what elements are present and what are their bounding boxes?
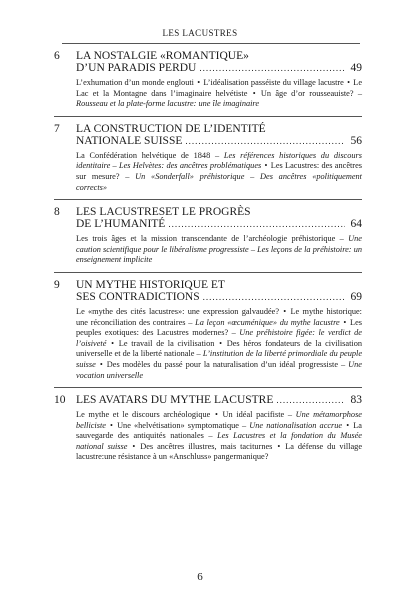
summary-text: Le mythe historique: une réconciliation des contraires – bbox=[76, 306, 362, 327]
page-reference: 69 bbox=[350, 290, 362, 303]
summary-text: Les peuples exotiques: des Lacustres modernes? – bbox=[76, 317, 362, 338]
chapter-title-line: UN MYTHE HISTORIQUE ET bbox=[76, 278, 225, 291]
chapter-title-line: LA CONSTRUCTION DE L’IDENTITÉ bbox=[76, 122, 266, 135]
summary-text: Un idéal pacifiste – bbox=[222, 410, 296, 420]
chapter-number: 7 bbox=[54, 122, 60, 135]
summary-text: Le travail de la civilisation bbox=[118, 338, 215, 348]
chapter-title bbox=[76, 279, 362, 303]
chapter-title-line: DE L’HUMANITÉ bbox=[76, 218, 166, 231]
summary-text: Des modèles du passé pour la naturalisation d’un idéal progressiste – bbox=[106, 359, 349, 369]
chapter-title-line: LES LACUSTRESET LE PROGRÈS bbox=[76, 206, 251, 219]
chapter-title bbox=[76, 394, 362, 406]
summary-italic-text: Les références historiques du discours identitaire – Les Helvètes: des ancêtres problématiques bbox=[76, 150, 362, 171]
chapter-title-line: NATIONALE SUISSE bbox=[76, 134, 183, 147]
chapter-title-line: LES AVATARS DU MYTHE LACUSTRE bbox=[76, 394, 274, 407]
toc-entry bbox=[54, 394, 362, 469]
running-head: LES LACUSTRES bbox=[162, 28, 238, 38]
chapter-number: 8 bbox=[54, 206, 60, 219]
summary-text: La sauvegarde des antiquités nationales – bbox=[76, 420, 362, 441]
chapter-summary bbox=[76, 234, 362, 266]
chapter-title bbox=[76, 206, 362, 230]
page-reference: 49 bbox=[350, 62, 362, 74]
dot-leader bbox=[168, 218, 345, 230]
toc-entry bbox=[54, 123, 362, 200]
bullet-separator: • bbox=[344, 78, 353, 87]
dot-leader bbox=[185, 135, 345, 147]
chapter-title-line: LA NOSTALGIE «ROMANTIQUE» bbox=[76, 50, 249, 62]
bullet-separator: • bbox=[107, 338, 118, 348]
toc-entry bbox=[54, 279, 362, 388]
summary-italic-text: Une nationalisation accrue bbox=[249, 420, 343, 430]
dot-leader bbox=[203, 291, 345, 303]
summary-text: Un âge d’or rousseauiste? – bbox=[260, 88, 362, 98]
summary-text: Le mythe et le discours archéologique bbox=[76, 410, 211, 420]
summary-italic-text: Une métamorphose belliciste bbox=[76, 410, 362, 430]
chapter-number: 10 bbox=[54, 394, 66, 407]
summary-italic-text: La leçon «œcuménique» du mythe lacustre bbox=[195, 317, 340, 327]
chapter-title-line: D’UN PARADIS PERDU bbox=[76, 62, 197, 74]
dot-leader bbox=[199, 62, 345, 74]
summary-italic-text: Une préhistoire figée: le verdict de l’oisiveté bbox=[76, 328, 362, 348]
chapter-summary bbox=[76, 307, 362, 381]
chapter-number: 9 bbox=[54, 278, 60, 291]
bullet-separator: • bbox=[273, 441, 285, 451]
toc-entry bbox=[54, 50, 362, 117]
summary-text: La défense du village lacustre:une résistance à un «Anschluss» pangermanique? bbox=[76, 441, 363, 462]
page-reference: 83 bbox=[350, 394, 362, 407]
chapter-title bbox=[76, 50, 362, 74]
chapter-title-line: SES CONTRADICTIONS bbox=[76, 290, 200, 303]
summary-italic-text: Un «Sonderfall» préhistorique – Des ancêtres «politiquement corrects» bbox=[76, 171, 362, 192]
summary-text: Le «mythe des cités lacustres»: une expression galvaudée? bbox=[76, 306, 280, 316]
summary-italic-text: Les Lacustres et la fondation du Musée national suisse bbox=[76, 431, 362, 451]
bullet-separator: • bbox=[96, 359, 106, 369]
summary-text: Les Lacustres: des ancêtres sur mesure? – bbox=[76, 161, 362, 181]
bullet-separator: • bbox=[340, 317, 350, 327]
page-reference: 56 bbox=[350, 134, 362, 147]
bullet-separator: • bbox=[343, 420, 353, 430]
chapter-number: 6 bbox=[54, 50, 60, 62]
summary-text: L’idéalisation passéiste du village lacustre bbox=[203, 78, 344, 87]
chapter-title bbox=[76, 123, 362, 147]
bullet-separator: • bbox=[106, 420, 117, 430]
summary-text: Les trois âges et la mission transcendante de l’archéologie préhistorique – bbox=[76, 234, 349, 244]
bullet-separator: • bbox=[194, 78, 203, 87]
bullet-separator: • bbox=[211, 410, 222, 420]
summary-italic-text: L’institution de la liberté primordiale du peuple suisse bbox=[76, 349, 363, 369]
chapter-summary bbox=[76, 410, 362, 463]
dot-leader bbox=[276, 394, 345, 406]
chapter-summary bbox=[76, 78, 362, 110]
summary-text: Une «helvétisation» symptomatique – bbox=[117, 420, 250, 430]
summary-italic-text: Une vocation universelle bbox=[76, 359, 362, 380]
bullet-separator: • bbox=[248, 88, 260, 98]
summary-text: Le Lac et la Montagne dans l’imaginaire helvétiste bbox=[76, 78, 363, 98]
table-of-contents bbox=[54, 50, 362, 475]
toc-entry bbox=[54, 206, 362, 273]
chapter-summary bbox=[76, 151, 362, 193]
summary-text: Des ancêtres illustres, mais taciturnes bbox=[140, 441, 273, 451]
summary-italic-text: Une caution scientifique pour le libéralisme progressiste – Les leçons de la préhistoire: un enseignement implicite bbox=[76, 234, 362, 265]
bullet-separator: • bbox=[215, 338, 226, 348]
summary-text: Des héros fondateurs de la civilisation universelle et de la liberté nationale – bbox=[76, 338, 362, 359]
summary-italic-text: Rousseau et la plate-forme lacustre: une île imaginaire bbox=[76, 99, 260, 109]
summary-text: La Confédération helvétique de 1848 – bbox=[76, 150, 224, 160]
page-reference: 64 bbox=[350, 218, 362, 231]
bullet-separator: • bbox=[280, 306, 290, 316]
header-rule bbox=[62, 43, 360, 44]
bullet-separator: • bbox=[128, 441, 140, 451]
bullet-separator: • bbox=[262, 161, 270, 171]
page-number: 6 bbox=[197, 571, 203, 583]
summary-text: L’exhumation d’un monde englouti bbox=[76, 78, 194, 87]
